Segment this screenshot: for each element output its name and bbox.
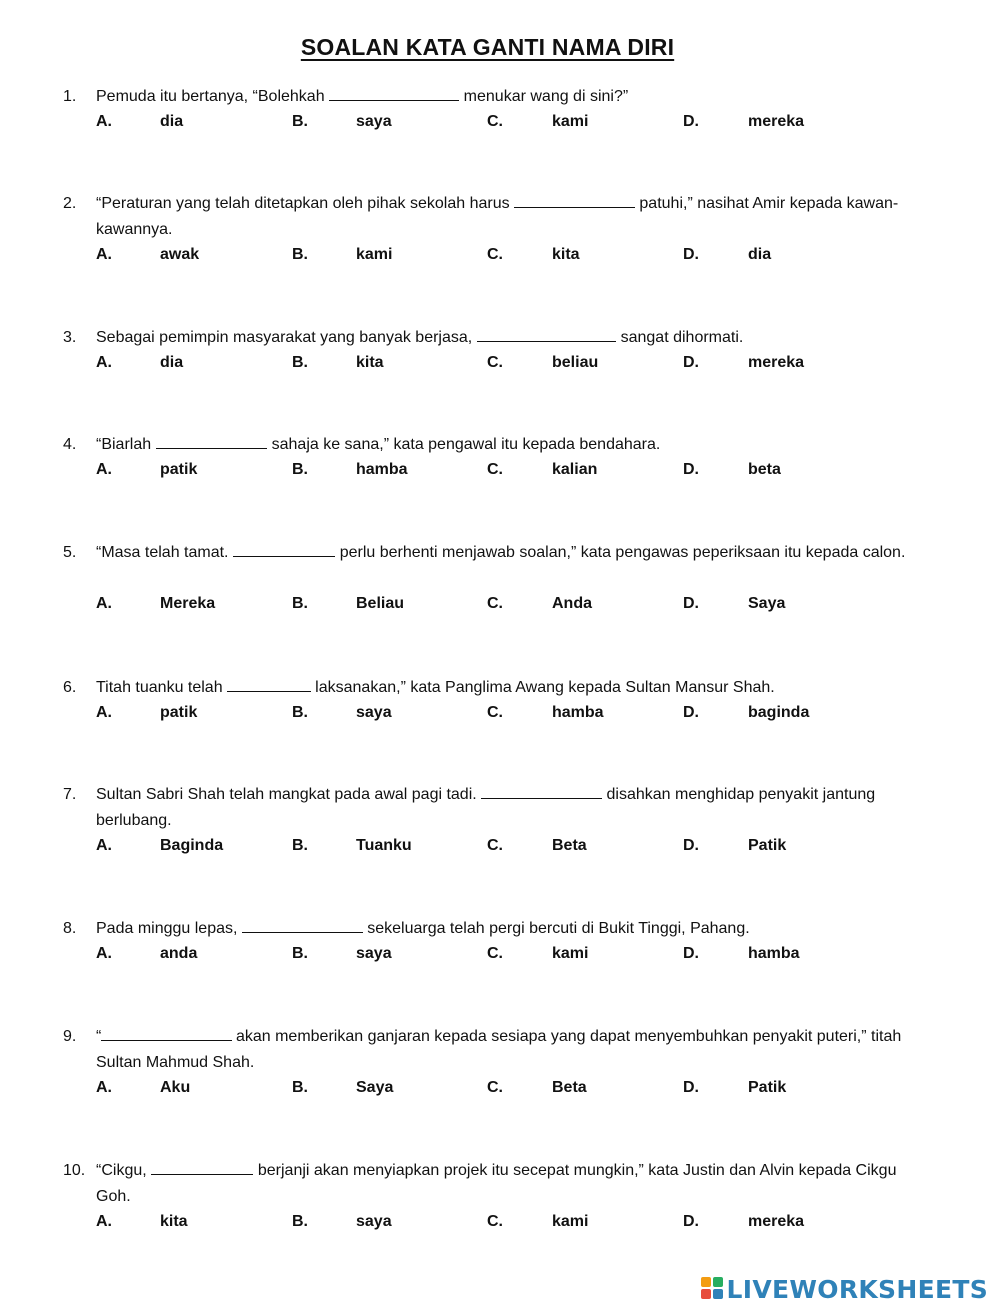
question-text-after-blank: sahaja ke sana,” kata pengawal itu kepada bendahara. <box>267 436 661 453</box>
question-text <box>96 191 926 243</box>
option-letter: C. <box>487 354 503 371</box>
answer-options <box>0 701 1000 725</box>
liveworksheets-logo-icon <box>701 1277 725 1301</box>
option-text: dia <box>160 354 184 371</box>
option-text: kami <box>552 945 589 962</box>
option-letter: B. <box>292 945 308 962</box>
answer-blank <box>481 784 602 799</box>
option-letter: D. <box>683 704 699 721</box>
option-letter: A. <box>96 837 112 854</box>
option-letter: C. <box>487 1213 503 1230</box>
option-letter: B. <box>292 1079 308 1096</box>
option-text: mereka <box>748 113 805 130</box>
answer-options <box>0 1210 1000 1234</box>
question-text-after-blank: patuhi,” nasihat Amir kepada kawan-kawannya. <box>96 195 899 238</box>
option-letter: D. <box>683 945 699 962</box>
liveworksheets-logo-text: LIVEWORKSHEETS <box>726 1274 988 1304</box>
question-number: 10. <box>63 1162 86 1179</box>
question-text-before-blank: “Cikgu, <box>96 1162 152 1179</box>
page-title: SOALAN KATA GANTI NAMA DIRI <box>300 34 675 60</box>
option-letter: A. <box>96 595 112 612</box>
option-letter: B. <box>292 704 308 721</box>
question-text-before-blank: “Masa telah tamat. <box>96 544 233 561</box>
answer-blank <box>156 434 268 449</box>
question-text-after-blank: disahkan menghidap penyakit jantung berlubang. <box>96 786 876 829</box>
option-text: baginda <box>748 704 810 721</box>
question-number: 2. <box>63 195 77 212</box>
question-text-before-blank: Sebagai pemimpin masyarakat yang banyak berjasa, <box>96 329 477 346</box>
question-text <box>96 84 926 110</box>
option-text: Aku <box>160 1079 191 1096</box>
option-letter: A. <box>96 461 112 478</box>
option-text: saya <box>356 1213 392 1230</box>
question-text-before-blank: “Peraturan yang telah ditetapkan oleh pihak sekolah harus <box>96 195 515 212</box>
answer-options <box>0 243 1000 267</box>
option-text: anda <box>160 945 198 962</box>
option-letter: C. <box>487 461 503 478</box>
option-text: kita <box>356 354 384 371</box>
answer-options <box>0 592 1000 616</box>
answer-options <box>0 942 1000 966</box>
answer-blank <box>242 918 363 933</box>
question-text <box>96 432 926 458</box>
answer-blank <box>151 1160 253 1175</box>
option-letter: A. <box>96 113 112 130</box>
question-text <box>96 675 926 701</box>
question-text <box>96 1158 926 1210</box>
question-number: 8. <box>63 920 77 937</box>
option-letter: A. <box>96 1213 112 1230</box>
option-text: patik <box>160 704 198 721</box>
option-text: beta <box>748 461 781 478</box>
option-text: saya <box>356 945 392 962</box>
question-number: 5. <box>63 544 77 561</box>
option-letter: B. <box>292 113 308 130</box>
option-letter: C. <box>487 1079 503 1096</box>
option-letter: D. <box>683 354 699 371</box>
answer-blank <box>477 327 617 342</box>
option-text: Beta <box>552 837 587 854</box>
option-letter: B. <box>292 595 308 612</box>
option-text: dia <box>160 113 184 130</box>
option-text: kami <box>356 246 393 263</box>
question-number: 7. <box>63 786 77 803</box>
option-letter: A. <box>96 704 112 721</box>
question-text <box>96 916 926 942</box>
option-text: Saya <box>748 595 786 612</box>
option-text: Patik <box>748 1079 787 1096</box>
option-text: Anda <box>552 595 592 612</box>
question-text-before-blank: Pada minggu lepas, <box>96 920 242 937</box>
option-letter: D. <box>683 461 699 478</box>
question-text-after-blank: sangat dihormati. <box>616 329 744 346</box>
option-text: Saya <box>356 1079 394 1096</box>
option-letter: D. <box>683 595 699 612</box>
question-text-before-blank: Sultan Sabri Shah telah mangkat pada awal pagi tadi. <box>96 786 482 803</box>
option-letter: C. <box>487 595 503 612</box>
answer-blank <box>329 86 459 101</box>
answer-options <box>0 834 1000 858</box>
option-letter: C. <box>487 246 503 263</box>
option-letter: D. <box>683 837 699 854</box>
question-text-after-blank: perlu berhenti menjawab soalan,” kata pengawas peperiksaan itu kepada calon. <box>335 544 906 561</box>
question-text-before-blank: Pemuda itu bertanya, “Bolehkah <box>96 88 330 105</box>
question-number: 9. <box>63 1028 77 1045</box>
question-text-before-blank: “Biarlah <box>96 436 156 453</box>
option-letter: C. <box>487 704 503 721</box>
option-text: kalian <box>552 461 598 478</box>
option-text: Baginda <box>160 837 224 854</box>
answer-blank <box>233 542 335 557</box>
option-text: hamba <box>748 945 800 962</box>
option-text: mereka <box>748 1213 805 1230</box>
question-number: 6. <box>63 679 77 696</box>
option-letter: A. <box>96 354 112 371</box>
option-text: Tuanku <box>356 837 412 854</box>
question-text-before-blank: Titah tuanku telah <box>96 679 228 696</box>
option-text: patik <box>160 461 198 478</box>
question-text-after-blank: akan memberikan ganjaran kepada sesiapa yang dapat menyembuhkan penyakit puteri,” titah Sultan Mahmud Shah. <box>96 1028 902 1071</box>
option-letter: B. <box>292 354 308 371</box>
option-text: beliau <box>552 354 599 371</box>
option-letter: A. <box>96 945 112 962</box>
option-text: kita <box>160 1213 188 1230</box>
option-letter: B. <box>292 1213 308 1230</box>
option-letter: C. <box>487 837 503 854</box>
answer-options <box>0 1076 1000 1100</box>
option-letter: A. <box>96 246 112 263</box>
question-number: 4. <box>63 436 77 453</box>
answer-blank <box>227 677 311 692</box>
option-text: saya <box>356 113 392 130</box>
option-text: awak <box>160 246 200 263</box>
option-letter: D. <box>683 1213 699 1230</box>
option-letter: B. <box>292 461 308 478</box>
option-letter: D. <box>683 1079 699 1096</box>
answer-blank <box>101 1026 231 1041</box>
option-text: saya <box>356 704 392 721</box>
answer-options <box>0 110 1000 134</box>
answer-blank <box>514 193 635 208</box>
question-text-after-blank: menukar wang di sini?” <box>459 88 629 105</box>
option-text: hamba <box>356 461 408 478</box>
option-text: hamba <box>552 704 604 721</box>
question-text <box>96 540 926 566</box>
answer-options <box>0 458 1000 482</box>
option-letter: B. <box>292 246 308 263</box>
question-text <box>96 782 926 834</box>
question-text-after-blank: laksanakan,” kata Panglima Awang kepada Sultan Mansur Shah. <box>310 679 775 696</box>
question-text <box>96 325 926 351</box>
option-letter: B. <box>292 837 308 854</box>
option-text: dia <box>748 246 772 263</box>
question-text-after-blank: sekeluarga telah pergi bercuti di Bukit Tinggi, Pahang. <box>362 920 750 937</box>
question-text-after-blank: berjanji akan menyiapkan projek itu secepat mungkin,” kata Justin dan Alvin kepada Cikgu Goh. <box>96 1162 897 1205</box>
option-letter: D. <box>683 246 699 263</box>
option-text: Beta <box>552 1079 587 1096</box>
option-letter: D. <box>683 113 699 130</box>
question-text <box>96 1024 926 1076</box>
option-text: Patik <box>748 837 787 854</box>
option-text: Beliau <box>356 595 405 612</box>
option-text: Mereka <box>160 595 216 612</box>
option-letter: C. <box>487 945 503 962</box>
option-letter: A. <box>96 1079 112 1096</box>
question-text-before-blank: “ <box>96 1028 102 1045</box>
option-letter: C. <box>487 113 503 130</box>
option-text: kita <box>552 246 580 263</box>
option-text: mereka <box>748 354 805 371</box>
answer-options <box>0 351 1000 375</box>
question-number: 1. <box>63 88 77 105</box>
option-text: kami <box>552 113 589 130</box>
option-text: kami <box>552 1213 589 1230</box>
question-number: 3. <box>63 329 77 346</box>
liveworksheets-logo <box>701 1274 988 1304</box>
